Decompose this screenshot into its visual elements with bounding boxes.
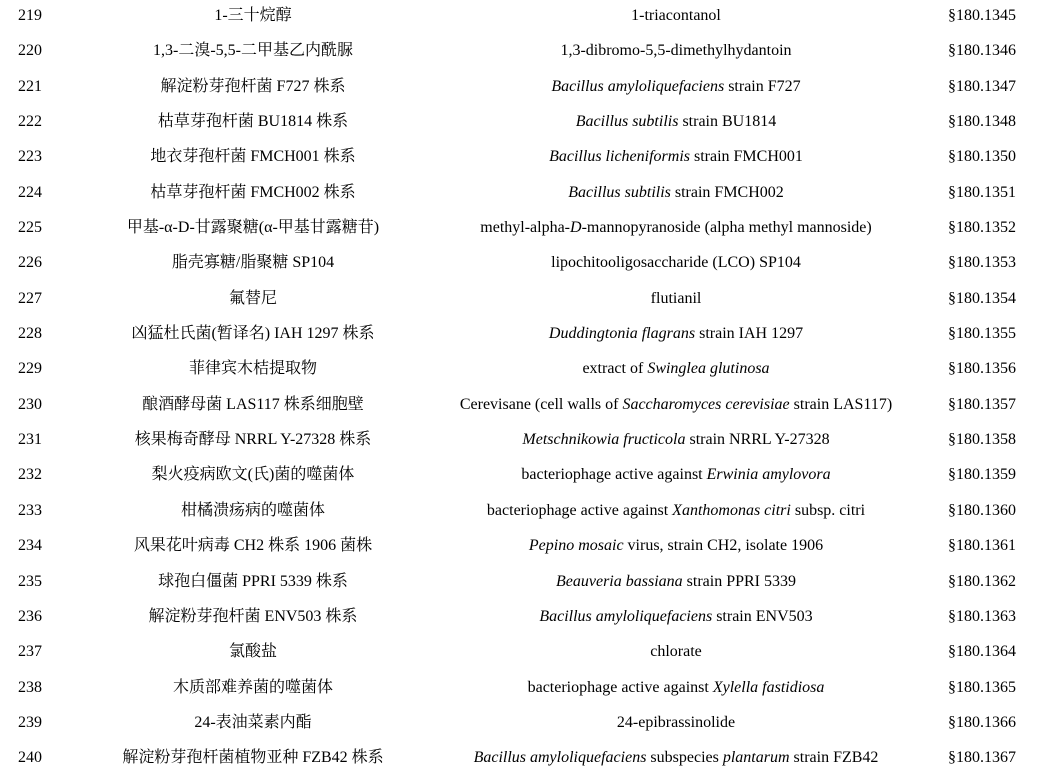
english-name [418, 0, 934, 35]
cfr-section: §180.1360 [948, 501, 1016, 519]
english-name-italic-segment: Duddingtonia flagrans [548, 325, 696, 343]
english-name-italic-segment: Pepino mosaic [528, 537, 624, 555]
english-name-italic-segment: Bacillus subtilis [575, 113, 679, 131]
cfr-section: §180.1345 [948, 7, 1016, 24]
cfr-section: §180.1356 [948, 360, 1016, 378]
chinese-name: 菲律宾木桔提取物 [188, 360, 317, 378]
english-name [418, 318, 934, 353]
english-name [418, 707, 934, 742]
row-number: 224 [18, 183, 42, 201]
english-name-italic-segment: Bacillus subtilis [568, 183, 671, 201]
row-number: 236 [18, 607, 42, 625]
english-name [418, 566, 934, 601]
english-name-segment: 24-epibrassinolide [616, 713, 736, 731]
chinese-name: 甲基-α-D-甘露聚糖(α-甲基甘露糖苷) [126, 219, 380, 237]
cfr-section: §180.1367 [948, 749, 1016, 767]
cfr-section: §180.1351 [948, 183, 1016, 201]
chinese-name: 凶猛杜氏菌(暂译名) IAH 1297 株系 [131, 325, 375, 343]
chinese-name: 球孢白僵菌 PPRI 5339 株系 [158, 572, 348, 590]
english-name [418, 389, 934, 424]
table-row [0, 707, 1041, 742]
row-number: 237 [18, 643, 42, 661]
row-number: 230 [18, 395, 42, 413]
row-number: 235 [18, 572, 42, 590]
english-name-segment: virus, strain CH2, isolate 1906 [623, 537, 824, 555]
cfr-section: §180.1366 [948, 713, 1016, 731]
table-row [0, 389, 1041, 424]
chinese-name: 解淀粉芽孢杆菌植物亚种 FZB42 株系 [122, 749, 384, 767]
chinese-name: 枯草芽孢杆菌 BU1814 株系 [157, 113, 349, 131]
english-name-italic-segment: Xanthomonas citri [672, 501, 791, 519]
english-name-segment: -mannopyranoside (alpha methyl mannoside) [581, 219, 872, 237]
cfr-section: §180.1358 [948, 431, 1016, 449]
cfr-section: §180.1347 [948, 77, 1016, 95]
english-name [418, 106, 934, 141]
english-name-segment: strain NRRL Y-27328 [685, 431, 830, 449]
english-name-segment: 1,3-dibromo-5,5-dimethylhydantoin [560, 42, 792, 60]
english-name-segment: strain PPRI 5339 [682, 572, 796, 590]
cfr-section: §180.1359 [948, 466, 1016, 484]
english-name-segment: bacteriophage active against [527, 678, 713, 696]
row-number: 225 [18, 219, 42, 237]
english-name-italic-segment: Metschnikowia fructicola [522, 431, 686, 449]
english-name-segment: bacteriophage active against [486, 501, 673, 519]
english-name-segment: strain BU1814 [678, 113, 777, 131]
table-row [0, 247, 1041, 282]
chinese-name: 氯酸盐 [228, 643, 277, 661]
table-row [0, 459, 1041, 494]
english-name-segment: extract of [582, 360, 648, 378]
chinese-name: 核果梅奇酵母 NRRL Y-27328 株系 [134, 431, 372, 449]
table-row [0, 530, 1041, 565]
table-row [0, 566, 1041, 601]
row-number: 231 [18, 431, 42, 449]
table-row [0, 71, 1041, 106]
table-row [0, 636, 1041, 671]
english-name-segment: chlorate [650, 643, 702, 661]
cfr-section: §180.1363 [948, 607, 1016, 625]
row-number: 219 [18, 7, 42, 24]
table-row [0, 353, 1041, 388]
chinese-name: 氟替尼 [228, 289, 277, 307]
english-name-italic-segment: Bacillus amyloliquefaciens [539, 607, 713, 625]
english-name [418, 495, 934, 530]
row-number: 228 [18, 325, 42, 343]
cfr-section: §180.1350 [948, 148, 1016, 166]
cfr-section: §180.1362 [948, 572, 1016, 590]
chinese-name: 风果花叶病毒 CH2 株系 1906 菌株 [133, 537, 373, 555]
english-name [418, 283, 934, 318]
english-name-segment: strain LAS117) [789, 395, 893, 413]
cfr-section: §180.1361 [948, 537, 1016, 555]
row-number: 233 [18, 501, 42, 519]
table-row [0, 177, 1041, 212]
english-name [418, 247, 934, 282]
row-number: 220 [18, 42, 42, 60]
table-row [0, 0, 1041, 35]
row-number: 227 [18, 289, 42, 307]
row-number: 239 [18, 713, 42, 731]
chinese-name: 24-表油菜素内酯 [194, 713, 312, 731]
english-name [418, 459, 934, 494]
chinese-name: 梨火疫病欧文(氏)菌的噬菌体 [151, 466, 355, 484]
english-name [418, 353, 934, 388]
english-name [418, 742, 934, 777]
english-name-segment: strain FMCH002 [670, 183, 784, 201]
english-name-italic-segment: Xylella fastidiosa [712, 678, 825, 696]
row-number: 223 [18, 148, 42, 166]
table-row [0, 106, 1041, 141]
chinese-name: 解淀粉芽孢杆菌 ENV503 株系 [148, 607, 358, 625]
row-number: 221 [18, 77, 42, 95]
row-number: 234 [18, 537, 42, 555]
english-name [418, 212, 934, 247]
english-name [418, 636, 934, 671]
english-name [418, 424, 934, 459]
english-name-segment: strain IAH 1297 [695, 325, 804, 343]
chinese-name: 柑橘溃疡病的噬菌体 [180, 501, 325, 519]
english-name [418, 601, 934, 636]
row-number: 232 [18, 466, 42, 484]
english-name-italic-segment: D [570, 219, 582, 237]
english-name-segment: strain F727 [724, 77, 801, 95]
english-name-segment: 1-triacontanol [631, 7, 721, 24]
table-row [0, 424, 1041, 459]
english-name-italic-segment: Bacillus amyloliquefaciens [551, 77, 725, 95]
english-name-segment: methyl-alpha- [480, 219, 571, 237]
row-number: 222 [18, 113, 42, 131]
english-name-italic-segment: Bacillus licheniformis [549, 148, 690, 166]
cfr-section: §180.1346 [948, 42, 1016, 60]
row-number: 226 [18, 254, 42, 272]
english-name-segment: strain ENV503 [712, 607, 813, 625]
table-row [0, 601, 1041, 636]
english-name-segment: subsp. citri [790, 501, 866, 519]
table-row [0, 495, 1041, 530]
english-name-italic-segment: Bacillus amyloliquefaciens [473, 749, 647, 767]
cfr-section: §180.1352 [948, 219, 1016, 237]
chinese-name: 脂壳寡糖/脂聚糖 SP104 [171, 254, 335, 272]
english-name-segment: strain FZB42 [789, 749, 879, 767]
row-number: 240 [18, 749, 42, 767]
row-number: 238 [18, 678, 42, 696]
english-name [418, 672, 934, 707]
chinese-name: 1-三十烷醇 [214, 7, 292, 24]
table-row [0, 35, 1041, 70]
english-name-segment: bacteriophage active against [521, 466, 707, 484]
table-row [0, 283, 1041, 318]
english-name [418, 177, 934, 212]
english-name-segment: Cerevisane (cell walls of [459, 395, 623, 413]
cfr-section: §180.1348 [948, 113, 1016, 131]
table-row [0, 212, 1041, 247]
table-row [0, 742, 1041, 777]
english-name [418, 71, 934, 106]
english-name-segment: strain FMCH001 [689, 148, 803, 166]
cfr-section: §180.1365 [948, 678, 1016, 696]
cfr-section: §180.1353 [948, 254, 1016, 272]
chinese-name: 地衣芽孢杆菌 FMCH001 株系 [150, 148, 356, 166]
chinese-name: 1,3-二溴-5,5-二甲基乙内酰脲 [153, 42, 353, 60]
row-number: 229 [18, 360, 42, 378]
cfr-section: §180.1357 [948, 395, 1016, 413]
chinese-name: 酿酒酵母菌 LAS117 株系细胞壁 [142, 395, 364, 413]
table-row [0, 141, 1041, 176]
english-name [418, 35, 934, 70]
english-name-segment: flutianil [650, 289, 702, 307]
cfr-section: §180.1355 [948, 325, 1016, 343]
chinese-name: 木质部难养菌的噬菌体 [172, 678, 333, 696]
english-name-italic-segment: Swinglea glutinosa [647, 360, 770, 378]
english-name-italic-segment: plantarum [722, 749, 790, 767]
chinese-name: 解淀粉芽孢杆菌 F727 株系 [160, 77, 346, 95]
english-name-italic-segment: Saccharomyces cerevisiae [622, 395, 790, 413]
english-name-segment: lipochitooligosaccharide (LCO) SP104 [551, 254, 801, 272]
chinese-name: 枯草芽孢杆菌 FMCH002 株系 [150, 183, 356, 201]
english-name-italic-segment: Beauveria bassiana [556, 572, 683, 590]
english-name-segment: subspecies [646, 749, 723, 767]
table-row [0, 672, 1041, 707]
cfr-section: §180.1364 [948, 643, 1016, 661]
table-row [0, 318, 1041, 353]
english-name [418, 530, 934, 565]
english-name [418, 141, 934, 176]
english-name-italic-segment: Erwinia amylovora [706, 466, 831, 484]
cfr-section: §180.1354 [948, 289, 1016, 307]
